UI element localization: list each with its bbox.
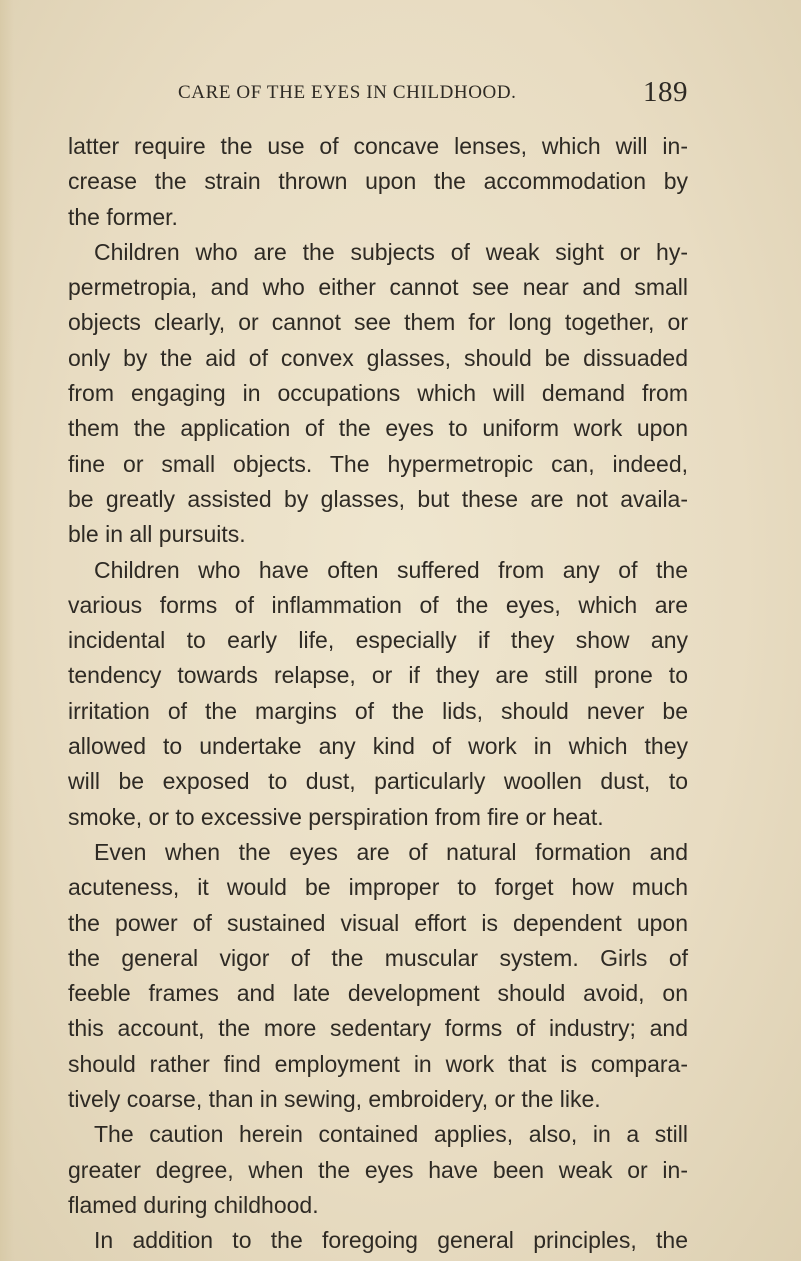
text-line: greater degree, when the eyes have been weak or in- bbox=[68, 1156, 688, 1183]
text-line: The caution herein contained applies, also, in a still bbox=[94, 1121, 688, 1148]
text-line: be greatly assisted by glasses, but these are not availa- bbox=[68, 485, 688, 512]
text-line: various forms of inflammation of the eyes, which are bbox=[68, 591, 688, 618]
text-line: only by the aid of convex glasses, should be dissuaded bbox=[68, 344, 688, 371]
text-line: flamed during childhood. bbox=[68, 1191, 319, 1218]
text-line: Children who have often suffered from any of the bbox=[94, 556, 688, 583]
body-text bbox=[68, 129, 688, 1259]
text-line: incidental to early life, especially if they show any bbox=[68, 627, 688, 654]
running-head-title: CARE OF THE EYES IN CHILDHOOD. bbox=[178, 82, 517, 103]
running-head bbox=[68, 76, 688, 116]
text-line: tendency towards relapse, or if they are still prone to bbox=[68, 662, 688, 689]
text-line: crease the strain thrown upon the accommodation by bbox=[68, 168, 688, 195]
text-line: fine or small objects. The hypermetropic can, indeed, bbox=[68, 450, 688, 477]
text-line: should rather find employment in work that is compara- bbox=[68, 1050, 688, 1077]
text-line: this account, the more sedentary forms of industry; and bbox=[68, 1015, 688, 1042]
text-line: irritation of the margins of the lids, should never be bbox=[68, 697, 688, 724]
text-line: ble in all pursuits. bbox=[68, 521, 246, 548]
text-line: Even when the eyes are of natural formation and bbox=[94, 838, 688, 865]
text-line: latter require the use of concave lenses, which will in- bbox=[68, 133, 688, 159]
text-line: In addition to the foregoing general principles, the bbox=[94, 1227, 688, 1254]
text-line: feeble frames and late development should avoid, on bbox=[68, 980, 688, 1007]
text-line: will be exposed to dust, particularly woollen dust, to bbox=[68, 768, 688, 795]
text-line: tively coarse, than in sewing, embroidery, or the like. bbox=[68, 1086, 601, 1113]
text-line: objects clearly, or cannot see them for long together, or bbox=[68, 309, 688, 336]
text-line: them the application of the eyes to uniform work upon bbox=[68, 415, 688, 442]
text-line: smoke, or to excessive perspiration from fire or heat. bbox=[68, 803, 604, 830]
text-line: the former. bbox=[68, 203, 178, 230]
text-line: the power of sustained visual effort is dependent upon bbox=[68, 909, 688, 936]
text-line: the general vigor of the muscular system. Girls of bbox=[68, 944, 688, 971]
text-line: allowed to undertake any kind of work in which they bbox=[68, 733, 688, 760]
text-line: acuteness, it would be improper to forget how much bbox=[68, 874, 688, 901]
text-line: permetropia, and who either cannot see near and small bbox=[68, 274, 688, 301]
text-line: Children who are the subjects of weak sight or hy- bbox=[94, 238, 688, 265]
page-number: 189 bbox=[643, 76, 688, 108]
text-line: from engaging in occupations which will demand from bbox=[68, 380, 688, 407]
page-edge-shadow bbox=[0, 0, 14, 1261]
